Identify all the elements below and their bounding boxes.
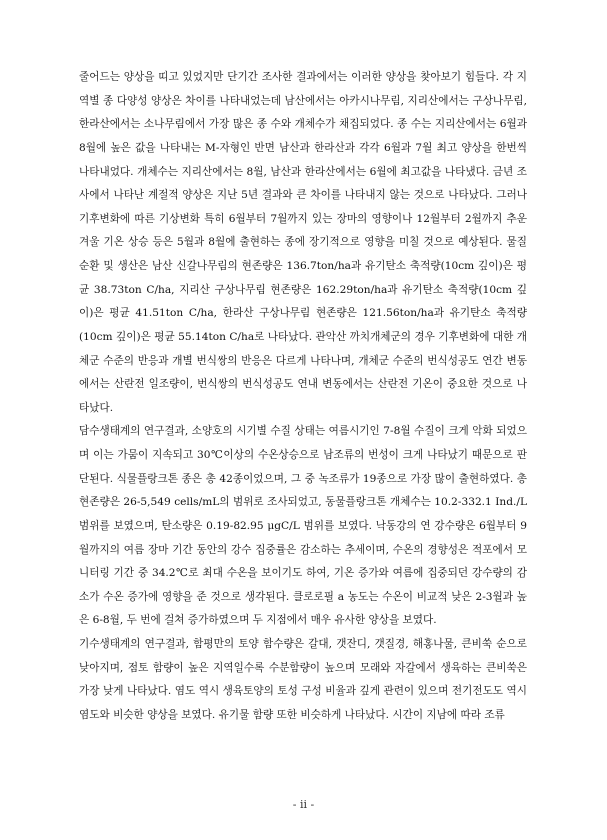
paragraph-forest-ecosystem: 줄어드는 양상을 띠고 있었지만 단기간 조사한 결과에서는 이러한 양상을 찾아보기 힘들다. 각 지역별 종 다양성 양상은 차이를 나타내었는데 남산에서는 아카시나무림, 지리산에서는 구상나무림, 한라산에서는 소나무림에서 가장 많은 종 수와 개체수가 채집되었다. 종 수는 지리산에서는 6월과 8월에 높은 값을 나타내는 M-자형인 반면 남산과 한라산과 각각 6월과 7월 최고 양상을 한번씩 나타내었다. 개체수는 지리산에서는 8월, 남산과 한라산에서는 6월에 최고값을 나타냈다. 금년 조사에서 나타난 계절적 양상은 지난 5년 결과와 큰 차이를 나타내지 않는 것으로 나타났다. 그러나 기후변화에 따른 기상변화 특히 6월부터 7월까지 있는 장마의 영향이나 12월부터 2월까지 추운 겨울 기온 상승 등은 5월과 8월에 출현하는 종에 장기적으로 영향을 미칠 것으로 예상된다. 물질순환 및 생산은 남산 신갈나무림의 현존량은 136.7ton/ha과 유기탄소 축적량(10cm 깊이)은 평균 38.73ton C/ha, 지리산 구상나무림 현존량은 162.29ton/ha과 유기탄소 축적량(10cm 깊이)은 평균 41.51ton C/ha, 한라산 구상나무림 현존량은 121.56ton/ha과 유기탄소 축적량(10cm 깊이)은 평균 55.14ton C/ha로 나타났다. 관악산 까치개체군의 경우 기후변화에 대한 개체군 수준의 반응과 개별 번식쌍의 반응은 다르게 나타나며, 개체군 수준의 번식성공도 연간 변동에서는 산란전 일조량이, 번식쌍의 번식성공도 연내 변동에서는 산란전 기온이 중요한 것으로 나타났다. <box>79 71 527 414</box>
paragraph-freshwater-ecosystem: 담수생태계의 연구결과, 소양호의 시기별 수질 상태는 여름시기인 7-8월 수질이 크게 악화 되었으며 이는 가뭄이 지속되고 30℃이상의 수온상승으로 남조류의 번성이 크게 나타났기 때문으로 판단된다. 식물플랑크톤 종은 총 42종이었으며, 그 중 녹조류가 19종으로 가장 많이 출현하였다. 총 현존량은 26-5,549 cells/mL의 범위로 조사되었고, 동물플랑크톤 개체수는 10.2-332.1 Ind./L 범위를 보였으며, 탄소량은 0.19-82.95 μgC/L 범위를 보였다. 낙동강의 연 강수량은 6월부터 9월까지의 여름 장마 기간 동안의 강수 집중률은 감소하는 추세이며, 수온의 경향성은 적포에서 모니터링 기간 중 34.2℃로 최대 수온을 보이기도 하여, 기온 증가와 여름에 집중되던 강수량의 감소가 수온 증가에 영향을 준 것으로 생각된다. 클로로필 a 농도는 수온이 비교적 낮은 2-3월과 높은 6-8월, 두 번에 걸쳐 증가하였으며 두 지점에서 매우 유사한 양상을 보였다. <box>79 425 527 627</box>
body-text <box>79 66 527 728</box>
paragraph-estuarine-ecosystem: 기수생태계의 연구결과, 함평만의 토양 함수량은 갈대, 갯잔디, 갯질경, 해홍나물, 큰비쑥 순으로 낮아지며, 점토 함량이 높은 지역일수록 수분함량이 높으며 모래와 자갈에서 생육하는 큰비쑥은 가장 낮게 나타났다. 염도 역시 생육토양의 토성 구성 비율과 깊게 관련이 있으며 전기전도도 역시 염도와 비슷한 양상을 보였다. 유기물 함량 또한 비슷하게 나타났다. 시간이 지남에 따라 조류 <box>79 638 527 721</box>
page-number: - ii - <box>292 798 315 811</box>
